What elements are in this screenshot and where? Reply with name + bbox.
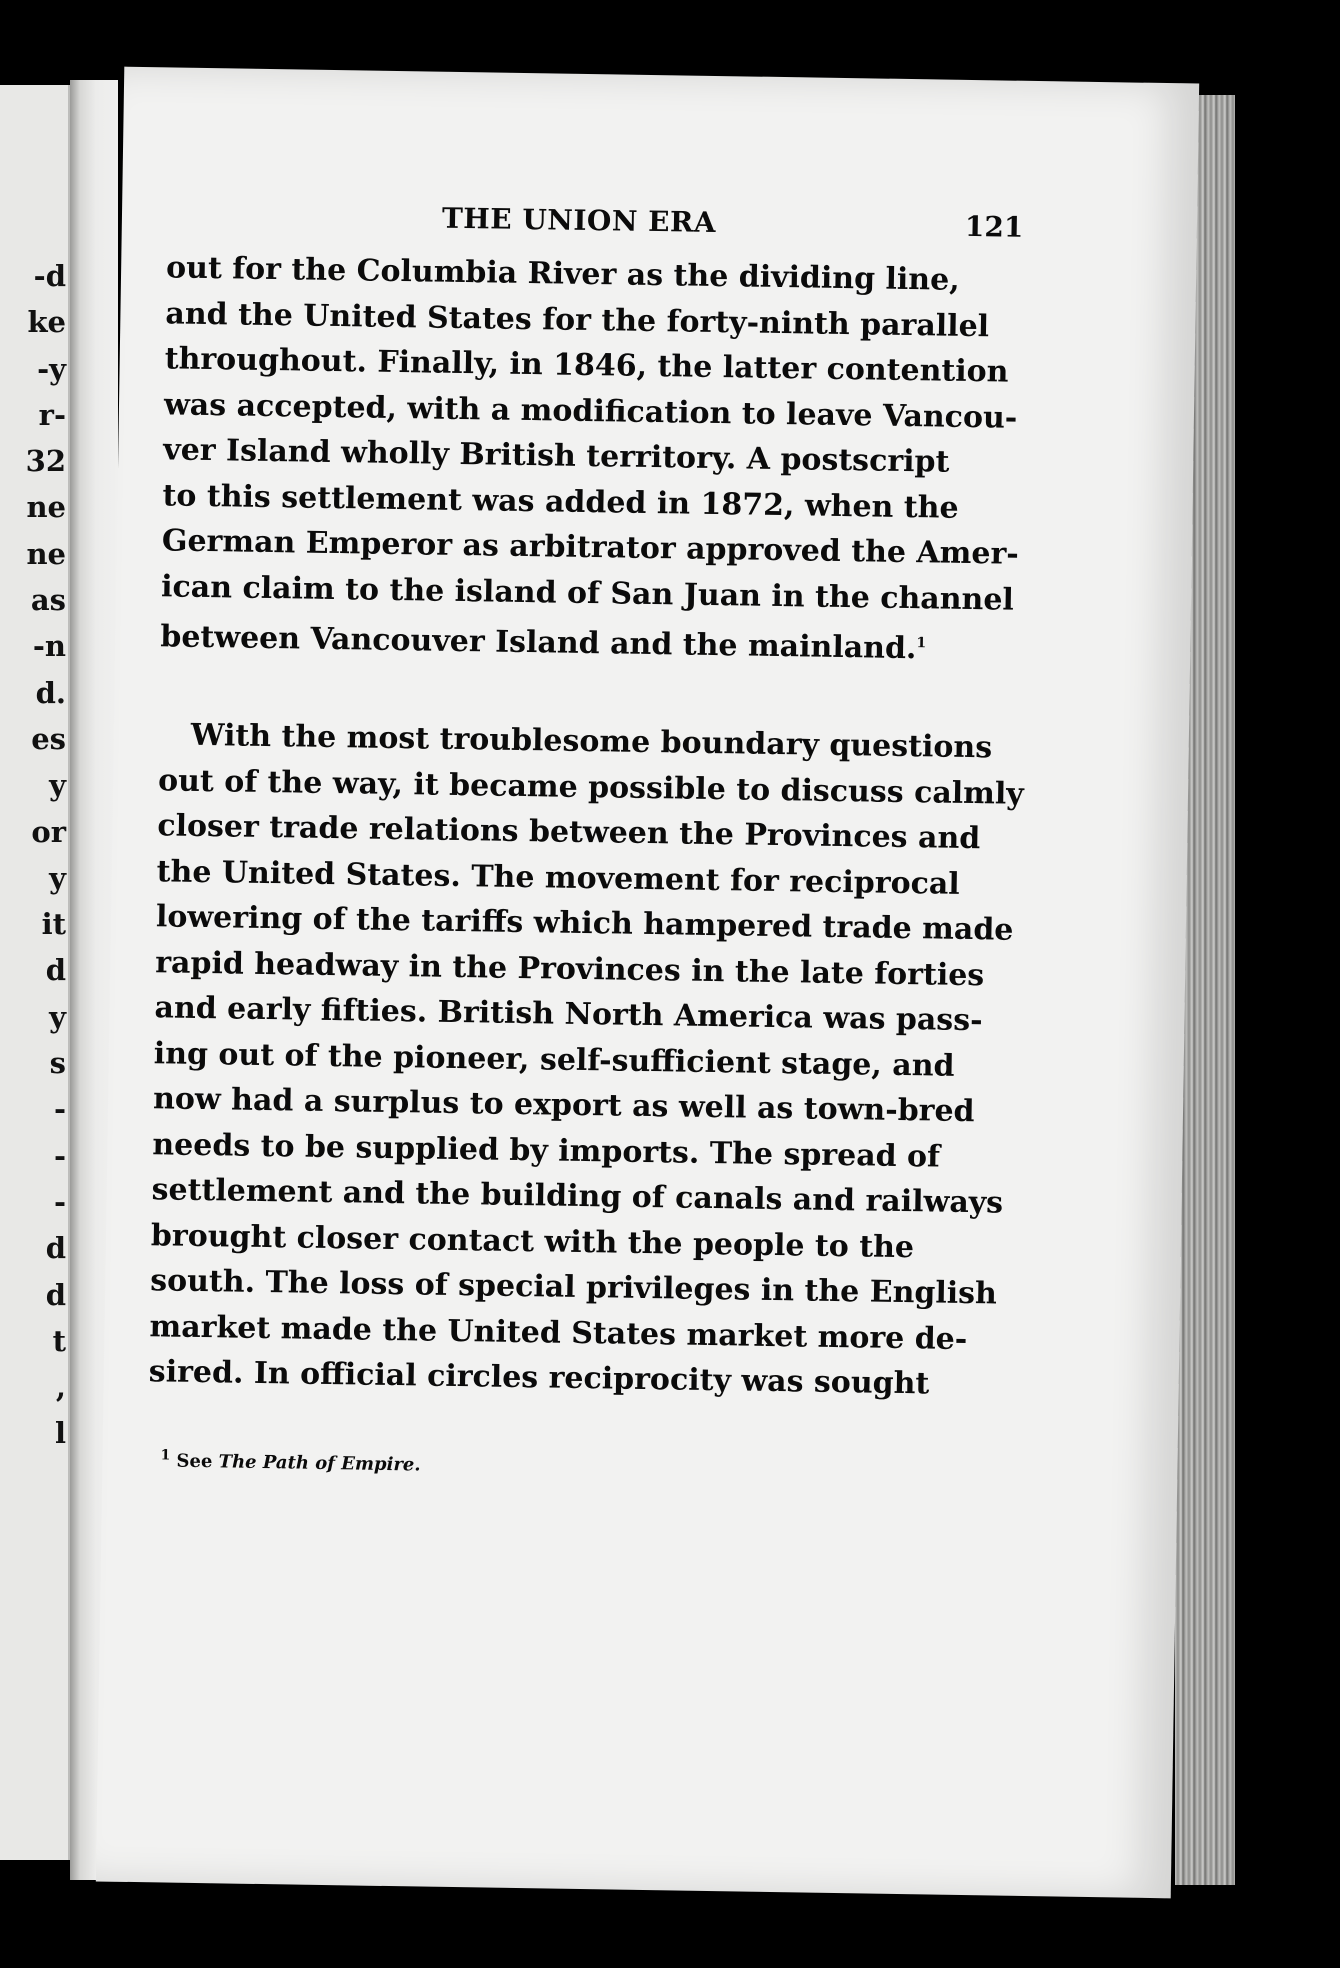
left-fragment: ke xyxy=(27,305,66,340)
left-fragment: s xyxy=(49,1046,66,1081)
footnote-title: The Path of Empire. xyxy=(218,1451,421,1476)
text-line: and the United States for the forty-ninth parallel xyxy=(165,295,990,344)
text-line: out of the way, it became possible to discuss calmly xyxy=(157,762,1025,812)
text-line: lowering of the tariffs which hampered trade made xyxy=(155,899,1014,948)
left-fragment: -d xyxy=(33,259,66,293)
text-line-content: between Vancouver Island and the mainland. xyxy=(160,619,917,667)
footnote xyxy=(160,1447,421,1475)
text-line: ing out of the pioneer, self-sufficient stage, and xyxy=(153,1035,955,1084)
left-fragment: r- xyxy=(38,397,66,432)
text-line: settlement and the building of canals and railways xyxy=(151,1172,1004,1221)
left-fragment: 32 xyxy=(25,444,66,479)
text-line: was accepted, with a modification to leave Vancou- xyxy=(163,386,1018,436)
text-line: market made the United States market more de- xyxy=(149,1308,968,1357)
left-fragment: , xyxy=(55,1370,66,1405)
book-page xyxy=(96,67,1199,1899)
left-fragment: ne xyxy=(26,490,66,525)
text-line: to this settlement was added in 1872, when the xyxy=(162,477,959,526)
left-fragment: ne xyxy=(26,536,66,571)
text-line: closer trade relations between the Provinces and xyxy=(157,808,981,857)
left-fragment: l xyxy=(54,1416,66,1451)
text-line: south. The loss of special privileges in the English xyxy=(149,1263,998,1312)
text-line: and early fifties. British North America was pass- xyxy=(154,990,983,1039)
text-line: sired. In official circles reciprocity was sought xyxy=(148,1354,930,1402)
left-fragment: or xyxy=(31,814,66,849)
text-line: brought closer contact with the people to the xyxy=(150,1217,915,1265)
left-fragment: d. xyxy=(35,675,66,710)
left-fragment: y xyxy=(49,768,66,803)
footnote-marker: 1 xyxy=(160,1447,171,1464)
left-fragment: d xyxy=(45,1231,66,1266)
left-fragment: d xyxy=(45,1277,66,1312)
text-line: ver Island wholly British territory. A postscript xyxy=(163,432,950,480)
left-page-line-endings xyxy=(6,253,66,1457)
left-fragment: it xyxy=(41,907,66,942)
left-fragment: t xyxy=(52,1323,66,1358)
left-fragment: es xyxy=(31,721,66,756)
text-line: With the most troublesome boundary questions xyxy=(190,717,993,766)
text-line: throughout. Finally, in 1846, the latter contention xyxy=(164,341,1009,390)
left-fragment: y xyxy=(49,999,66,1034)
left-fragment: -y xyxy=(37,351,66,386)
left-fragment: - xyxy=(53,1184,66,1219)
paragraph-2 xyxy=(148,712,1025,1406)
paragraph-1 xyxy=(160,245,1020,671)
text-line: German Emperor as arbitrator approved the Amer- xyxy=(161,523,1020,572)
text-line: the United States. The movement for reciprocal xyxy=(156,853,960,902)
running-head: THE UNION ERA xyxy=(441,201,717,239)
text-line-last xyxy=(160,609,927,671)
footnote-prefix: See xyxy=(176,1450,213,1473)
left-fragment: -n xyxy=(32,629,66,664)
left-fragment: as xyxy=(30,583,66,618)
text-line: needs to be supplied by imports. The spread of xyxy=(152,1126,941,1175)
text-line: ican claim to the island of San Juan in the channel xyxy=(160,568,1015,618)
text-line: out for the Columbia River as the dividing line, xyxy=(165,250,960,298)
left-fragment: - xyxy=(53,1138,66,1173)
left-facing-page xyxy=(0,85,70,1860)
page-header xyxy=(122,197,1197,254)
left-fragment: y xyxy=(49,860,66,895)
text-line: now had a surplus to export as well as town-bred xyxy=(152,1081,975,1130)
page-number: 121 xyxy=(964,209,1024,244)
left-fragment: d xyxy=(45,953,66,988)
text-line: rapid headway in the Provinces in the late forties xyxy=(154,944,985,993)
left-fragment: - xyxy=(53,1092,66,1127)
footnote-reference: 1 xyxy=(916,635,927,652)
